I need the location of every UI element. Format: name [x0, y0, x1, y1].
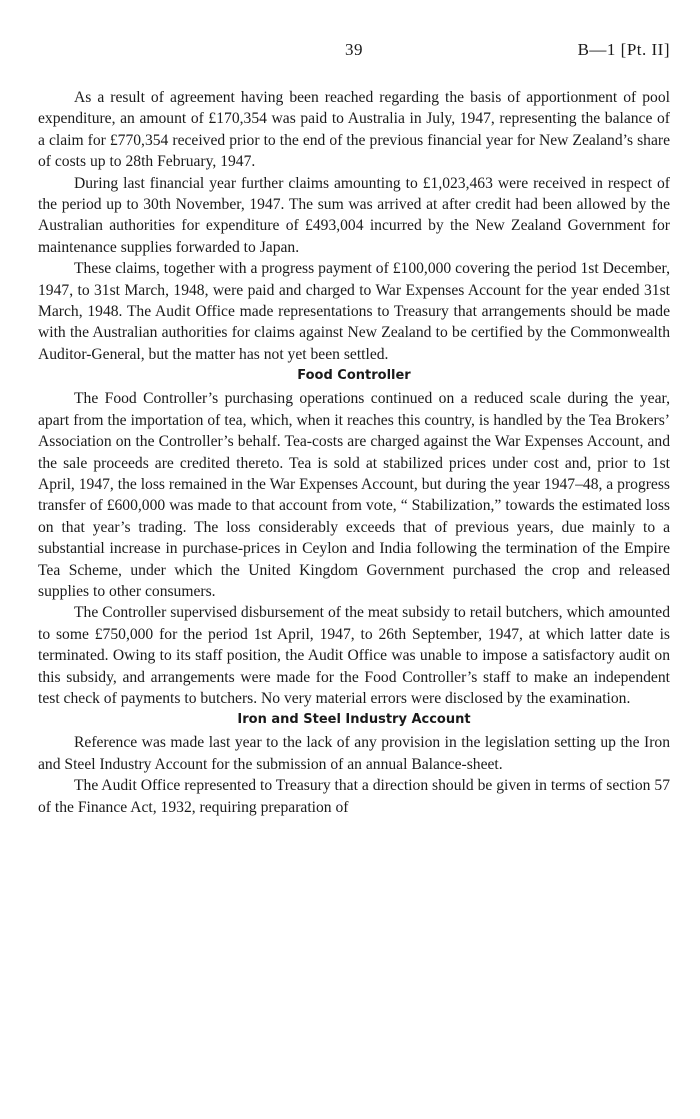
paragraph: These claims, together with a progress payment of £100,000 covering the period 1st December, 1947, to 31st March, 1948, were paid and charged to War Expenses Account for the year ended 31st March, 1948. The Audit Office made representations to Treasury that arrangements should be made with the Australian authorities for claims against New Zealand to be certified by the Commonwealth Auditor-General, but the matter has not yet been settled.: [38, 260, 670, 363]
section-heading-iron-steel: Iron and Steel Industry Account: [237, 712, 471, 728]
paragraph: The Controller supervised disbursement of the meat subsidy to retail butchers, which amounted to some £750,000 for the period 1st April, 1947, to 26th September, 1947, at which latter date is terminated. Owing to its staff position, the Audit Office was unable to impose a satisfactory audit on this subsidy, and arrangements were made for the Food Controller’s staff to make an independent test check of payments to butchers. No very material errors were disclosed by the examination.: [38, 604, 670, 707]
pool-expenditure-section: [38, 87, 670, 365]
paragraph: As a result of agreement having been reached regarding the basis of apportionment of pool expenditure, an amount of £170,354 was paid to Australia in July, 1947, representing the balance of a claim for £770,354 received prior to the end of the previous financial year for New Zealand’s share of costs up to 28th February, 1947.: [38, 89, 670, 171]
iron-steel-section: [38, 710, 670, 818]
document-body: [38, 87, 670, 818]
page-number: 39: [345, 40, 363, 59]
paragraph: The Audit Office represented to Treasury that a direction should be given in terms of section 57 of the Finance Act, 1932, requiring preparation of: [38, 777, 670, 816]
paragraph: During last financial year further claims amounting to £1,023,463 were received in respect of the period up to 30th November, 1947. The sum was arrived at after credit had been allowed by the Australian authorities for expenditure of £493,004 incurred by the New Zealand Government for maintenance supplies forwarded to Japan.: [38, 174, 670, 256]
page-header: [38, 40, 670, 66]
section-heading-food-controller: Food Controller: [297, 368, 411, 384]
paragraph: The Food Controller’s purchasing operations continued on a reduced scale during the year, apart from the importation of tea, which, when it reaches this country, is handled by the Tea Brokers’ Association on the Controller’s behalf. Tea-costs are charged against the War Expenses Account, and the sale proceeds are credited thereto. Tea is sold at stabilized prices under cost and, prior to 1st April, 1947, the loss remained in the War Expenses Account, but during the year 1947–48, a progress transfer of £600,000 was made to that account from vote, “ Stabilization,” towards the estimated loss on that year’s trading. The loss considerably exceeds that of previous years, due mainly to a substantial increase in purchase-prices in Ceylon and India following the termination of the Empire Tea Scheme, under which the United Kingdom Government purchased the crop and released supplies to other consumers.: [38, 390, 670, 600]
food-controller-section: [38, 366, 670, 709]
paragraph: Reference was made last year to the lack of any provision in the legislation setting up the Iron and Steel Industry Account for the submission of an annual Balance-sheet.: [38, 734, 670, 773]
series-reference: B—1 [Pt. II]: [577, 40, 670, 59]
